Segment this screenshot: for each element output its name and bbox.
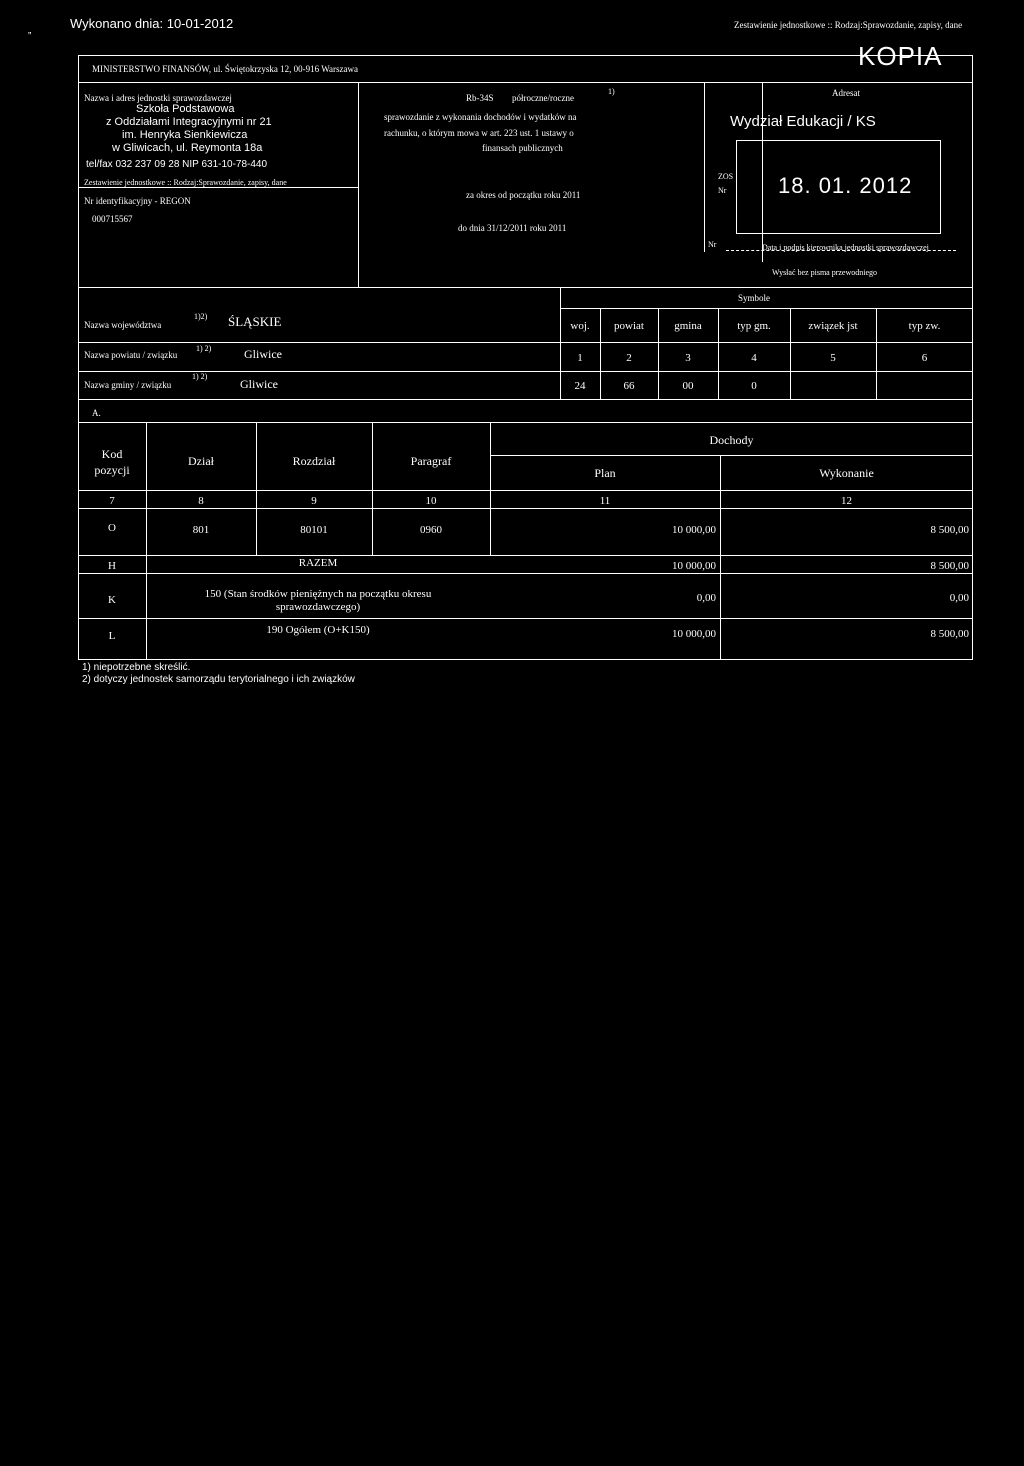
row-k-label-line2: sprawozdawczego) [275, 601, 361, 613]
divider [78, 187, 358, 188]
row-o-rozdzial: 80101 [300, 524, 328, 536]
row-k-label-line1: 150 (Stan środków pieniężnych na początku okresu [204, 588, 432, 600]
divider [78, 490, 973, 491]
row-l-plan: 10 000,00 [672, 628, 716, 640]
divider [78, 342, 973, 343]
unit-name-line3: im. Henryka Sienkiewicza [122, 129, 248, 141]
stamp-small-1: ZOS [718, 172, 734, 181]
divider [78, 422, 973, 423]
regon-value: 000715567 [92, 214, 133, 224]
report-frequency: półroczne/roczne [512, 93, 574, 103]
col-dochody: Dochody [709, 433, 754, 447]
divider [704, 82, 705, 252]
col-wykonanie: Wykonanie [819, 466, 874, 480]
symbol-header-typ-gm: typ gm. [737, 320, 771, 332]
gmina-label: Nazwa gminy / związku [84, 380, 172, 390]
unit-name-line2: z Oddziałami Integracyjnymi nr 21 [106, 116, 272, 128]
poviat-value: Gliwice [244, 347, 282, 361]
footnote-2: 2) dotyczy jednostek samorządu terytorialnego i ich związków [82, 674, 355, 685]
voivodeship-ref: 1)2) [194, 312, 208, 321]
report-period-from: za okres od początku roku 2011 [466, 190, 581, 200]
voivodeship-value: ŚLĄSKIE [228, 314, 282, 329]
symbol-header-woj: woj. [570, 320, 590, 332]
send-note: Wysłać bez pisma przewodniego [772, 268, 878, 277]
unit-name-label: Nazwa i adres jednostki sprawozdawczej [84, 93, 232, 103]
report-footref: 1) [608, 87, 615, 96]
section-a-label: A. [92, 408, 101, 418]
symbols-title: Symbole [738, 293, 771, 303]
divider [490, 455, 973, 456]
row-l-kod: L [108, 630, 116, 642]
addressee-label: Adresat [832, 88, 860, 98]
gmina-value: Gliwice [240, 377, 278, 391]
row-k-plan: 0,00 [696, 592, 716, 604]
unit-stamp-line: Zestawienie jednostkowe :: Rodzaj:Sprawozdanie, zapisy, dane [84, 178, 287, 187]
unit-phone: tel/fax 032 237 09 28 NIP 631-10-78-440 [86, 159, 268, 170]
regon-label: Nr identyfikacyjny - REGON [84, 196, 191, 206]
row-o-paragraf: 0960 [420, 524, 442, 536]
top-right-label: Zestawienie jednostkowe :: Rodzaj:Sprawozdanie, zapisy, dane [734, 20, 963, 30]
divider [560, 308, 973, 309]
poviat-ref: 1) 2) [196, 344, 212, 353]
symbol-number: 5 [830, 352, 836, 364]
symbol-header-zwiazek: związek jst [808, 320, 858, 332]
row-l-label: 190 Ogółem (O+K150) [266, 624, 370, 636]
kopia-stamp: KOPIA [858, 41, 943, 71]
row-o-kod: O [108, 522, 116, 534]
symbol-value-typ-gm: 0 [751, 380, 757, 392]
col-number: 9 [311, 495, 317, 507]
row-h-label: RAZEM [298, 557, 338, 569]
symbol-header-powiat: powiat [614, 320, 644, 332]
report-desc-line1: sprawozdanie z wykonania dochodów i wydatków na [384, 112, 577, 122]
report-desc-line3: finansach publicznych [482, 143, 563, 153]
row-h-plan: 10 000,00 [672, 560, 716, 572]
col-number: 10 [425, 495, 437, 507]
divider [78, 618, 973, 619]
stamp-small-2: Nr [718, 186, 727, 195]
col-number: 12 [841, 495, 852, 507]
divider [358, 82, 359, 287]
col-plan: Plan [594, 466, 616, 480]
symbol-header-gmina: gmina [674, 320, 702, 332]
unit-name-line4: w Gliwicach, ul. Reymonta 18a [112, 142, 263, 154]
row-l-wykonanie: 8 500,00 [930, 628, 969, 640]
col-rozdzial: Rozdział [292, 454, 336, 468]
row-h-wykonanie: 8 500,00 [930, 560, 969, 572]
symbol-header-typ-zw: typ zw. [908, 320, 941, 332]
poviat-label: Nazwa powiatu / związku [84, 350, 178, 360]
row-o-plan: 10 000,00 [672, 524, 716, 536]
row-k-kod: K [108, 594, 116, 606]
col-dzial: Dział [188, 454, 214, 468]
divider [78, 508, 973, 509]
symbol-number: 4 [751, 352, 757, 364]
stamp-date: 18. 01. 2012 [778, 173, 913, 198]
unit-name-line1: Szkoła Podstawowa [136, 103, 235, 115]
executed-date: Wykonano dnia: 10-01-2012 [70, 16, 234, 31]
divider [78, 573, 973, 574]
symbol-number: 3 [685, 352, 691, 364]
voivodeship-label: Nazwa województwa [84, 320, 162, 330]
row-k-wykonanie: 0,00 [949, 592, 969, 604]
report-desc-line2: rachunku, o którym mowa w art. 223 ust. 1 ustawy o [384, 128, 574, 138]
col-number: 11 [599, 495, 611, 507]
col-kod-line2: pozycji [94, 463, 130, 477]
divider [78, 371, 973, 372]
divider [78, 399, 973, 400]
report-period-to: do dnia 31/12/2011 roku 2011 [458, 223, 567, 233]
symbol-number: 2 [626, 352, 632, 364]
col-number: 8 [198, 495, 204, 507]
divider [78, 287, 973, 288]
col-kod-line1: Kod [101, 447, 123, 461]
signature-caption: Data i podpis kierownika jednostki sprawozdawczej [762, 243, 929, 252]
gmina-ref: 1) 2) [192, 372, 208, 381]
row-o-dzial: 801 [192, 524, 210, 536]
divider [78, 555, 973, 556]
col-paragraf: Paragraf [410, 454, 452, 468]
symbol-value-woj: 24 [574, 380, 586, 392]
row-o-wykonanie: 8 500,00 [930, 524, 969, 536]
footnote-1: 1) niepotrzebne skreślić. [82, 662, 191, 673]
row-h-kod: H [108, 560, 116, 572]
symbol-number: 1 [577, 352, 583, 364]
stamp-small-3: Nr [708, 240, 717, 249]
scan-mark: „ [28, 25, 32, 36]
symbol-number: 6 [921, 352, 928, 364]
col-number: 7 [109, 495, 115, 507]
report-code: Rb-34S [466, 93, 494, 103]
stamp-department: Wydział Edukacji / KS [730, 113, 876, 130]
symbol-value-gmina: 00 [682, 380, 694, 392]
symbol-value-powiat: 66 [623, 380, 635, 392]
ministry-address: MINISTERSTWO FINANSÓW, ul. Świętokrzyska 12, 00-916 Warszawa [92, 64, 358, 74]
divider [78, 82, 973, 83]
